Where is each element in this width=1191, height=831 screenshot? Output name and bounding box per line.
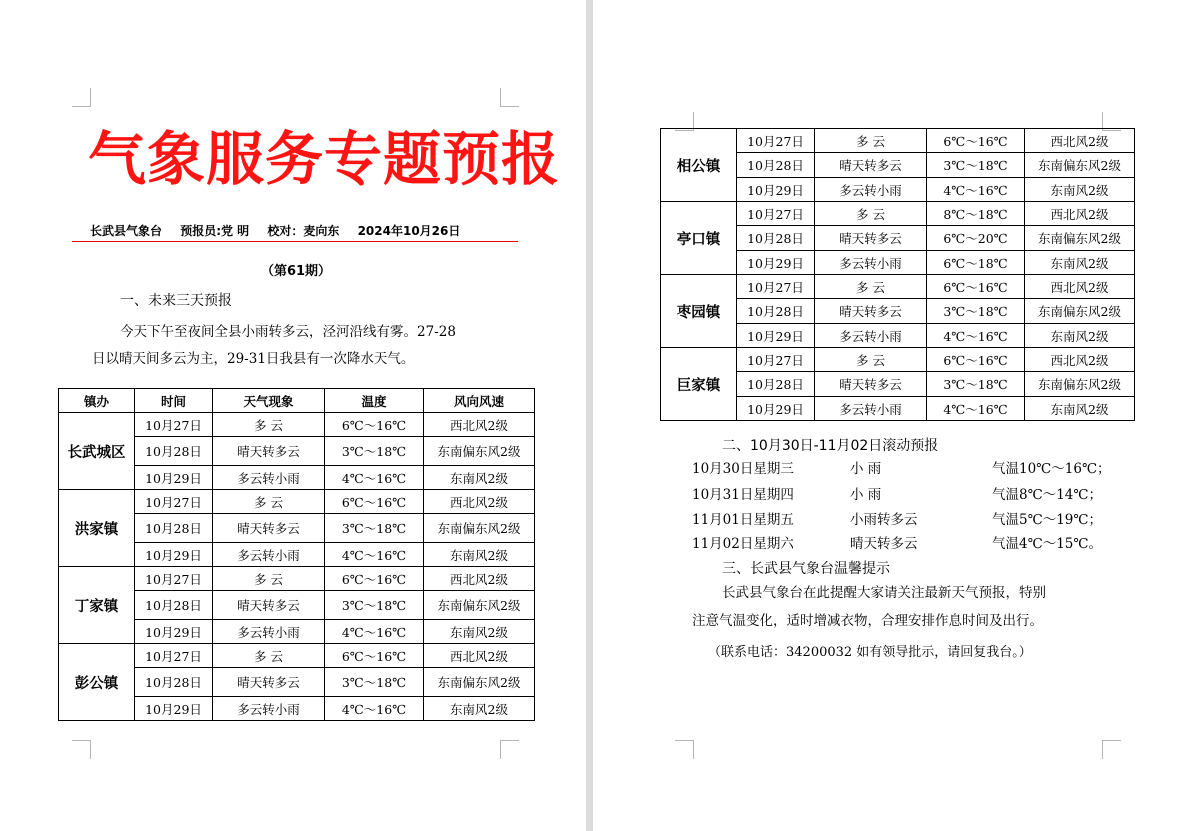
header-wind: 风向风速 <box>424 389 535 413</box>
date-cell: 10月28日 <box>737 226 815 251</box>
town-name-cell: 长武城区 <box>59 413 135 490</box>
wind-cell: 东南风2级 <box>424 620 535 644</box>
date-cell: 10月28日 <box>135 668 213 697</box>
roll-temperature: 气温4℃～15℃。 <box>992 536 1102 552</box>
crop-mark <box>500 740 519 759</box>
roll-weather: 小雨转多云 <box>850 512 918 528</box>
wind-cell: 东南偏东风2级 <box>1025 153 1135 178</box>
weather-cell: 多云转小雨 <box>815 251 927 275</box>
wind-cell: 西北风2级 <box>424 644 535 668</box>
byline-date: 2024年10月26日 <box>357 224 461 238</box>
wind-cell: 东南风2级 <box>1025 178 1135 202</box>
temperature-cell: 4℃～16℃ <box>927 324 1025 348</box>
weather-cell: 晴天转多云 <box>213 591 325 620</box>
table-row <box>661 348 1135 372</box>
wind-cell: 西北风2级 <box>1025 275 1135 299</box>
weather-cell: 晴天转多云 <box>815 153 927 178</box>
date-cell: 10月29日 <box>135 543 213 567</box>
temperature-cell: 6℃～16℃ <box>927 129 1025 153</box>
weather-cell: 多云转小雨 <box>213 697 325 721</box>
weather-cell: 晴天转多云 <box>815 372 927 397</box>
wind-cell: 东南偏东风2级 <box>424 514 535 543</box>
roll-temperature: 气温10℃～16℃； <box>992 461 1111 477</box>
temperature-cell: 6℃～18℃ <box>927 251 1025 275</box>
byline <box>72 222 518 239</box>
wind-cell: 东南偏东风2级 <box>424 668 535 697</box>
temperature-cell: 8℃～18℃ <box>927 202 1025 226</box>
temperature-cell: 6℃～20℃ <box>927 226 1025 251</box>
section-1-paragraph-line-1: 今天下午至夜间全县小雨转多云，泾河沿线有雾。27-28 <box>120 324 456 340</box>
section-3-line-1: 长武县气象台在此提醒大家请关注最新天气预报，特别 <box>722 585 1046 601</box>
table-row <box>59 490 535 514</box>
wind-cell: 西北风2级 <box>424 567 535 591</box>
byline-checker: 校对：麦向东 <box>267 224 340 238</box>
temperature-cell: 6℃～16℃ <box>927 275 1025 299</box>
weather-cell: 晴天转多云 <box>213 514 325 543</box>
wind-cell: 西北风2级 <box>424 490 535 514</box>
town-name-cell: 相公镇 <box>661 129 737 202</box>
date-cell: 10月28日 <box>737 299 815 324</box>
wind-cell: 东南风2级 <box>424 543 535 567</box>
temperature-cell: 3℃～18℃ <box>325 668 424 697</box>
section-3-heading: 三、长武县气象台温馨提示 <box>722 561 890 577</box>
town-name-cell: 彭公镇 <box>59 644 135 721</box>
header-date: 时间 <box>135 389 213 413</box>
roll-temperature: 气温8℃～14℃； <box>992 487 1102 503</box>
table-row <box>661 202 1135 226</box>
wind-cell: 东南偏东风2级 <box>424 591 535 620</box>
town-name-cell: 洪家镇 <box>59 490 135 567</box>
forecast-table-left <box>58 388 535 721</box>
weather-cell: 晴天转多云 <box>815 226 927 251</box>
section-3-line-2: 注意气温变化，适时增减衣物，合理安排作息时间及出行。 <box>692 613 1043 629</box>
temperature-cell: 4℃～16℃ <box>325 697 424 721</box>
temperature-cell: 6℃～16℃ <box>325 413 424 437</box>
wind-cell: 东南风2级 <box>424 697 535 721</box>
date-cell: 10月29日 <box>135 466 213 490</box>
wind-cell: 西北风2级 <box>424 413 535 437</box>
section-1-heading: 一、未来三天预报 <box>120 293 232 309</box>
weather-cell: 晴天转多云 <box>815 299 927 324</box>
crop-mark <box>72 740 91 759</box>
date-cell: 10月27日 <box>737 275 815 299</box>
weather-cell: 多云转小雨 <box>815 178 927 202</box>
byline-forecaster: 预报员:党 明 <box>180 224 250 238</box>
document-page-1 <box>0 0 586 831</box>
table-header-row <box>59 389 535 413</box>
wind-cell: 东南偏东风2级 <box>1025 299 1135 324</box>
wind-cell: 西北风2级 <box>1025 129 1135 153</box>
temperature-cell: 3℃～18℃ <box>927 153 1025 178</box>
red-rule <box>72 241 518 242</box>
date-cell: 10月29日 <box>737 397 815 421</box>
wind-cell: 东南偏东风2级 <box>424 437 535 466</box>
weather-cell: 多 云 <box>815 348 927 372</box>
temperature-cell: 6℃～16℃ <box>927 348 1025 372</box>
weather-cell: 多 云 <box>213 567 325 591</box>
weather-cell: 多云转小雨 <box>213 620 325 644</box>
header-weather: 天气现象 <box>213 389 325 413</box>
byline-station: 长武县气象台 <box>90 224 163 238</box>
weather-cell: 晴天转多云 <box>213 668 325 697</box>
weather-cell: 多 云 <box>815 202 927 226</box>
temperature-cell: 6℃～16℃ <box>325 567 424 591</box>
table-row <box>59 644 535 668</box>
date-cell: 10月27日 <box>135 490 213 514</box>
temperature-cell: 3℃～18℃ <box>325 514 424 543</box>
temperature-cell: 4℃～16℃ <box>927 178 1025 202</box>
roll-date: 11月01日星期五 <box>692 512 794 528</box>
document-title: 气象服务专题预报 <box>88 125 561 193</box>
crop-mark <box>500 88 519 107</box>
date-cell: 10月27日 <box>737 129 815 153</box>
crop-mark <box>675 740 694 759</box>
wind-cell: 西北风2级 <box>1025 348 1135 372</box>
roll-weather: 晴天转多云 <box>850 536 918 552</box>
roll-date: 10月31日星期四 <box>692 487 794 503</box>
wind-cell: 东南风2级 <box>424 466 535 490</box>
roll-date: 10月30日星期三 <box>692 461 794 477</box>
contact-note: （联系电话：34200032 如有领导批示，请回复我台。） <box>708 645 1032 660</box>
weather-cell: 多云转小雨 <box>213 466 325 490</box>
temperature-cell: 4℃～16℃ <box>325 466 424 490</box>
forecast-table-right <box>660 128 1135 421</box>
section-2-heading: 二、10月30日-11月02日滚动预报 <box>722 438 939 454</box>
date-cell: 10月29日 <box>135 620 213 644</box>
date-cell: 10月28日 <box>135 437 213 466</box>
temperature-cell: 6℃～16℃ <box>325 644 424 668</box>
temperature-cell: 3℃～18℃ <box>325 591 424 620</box>
date-cell: 10月29日 <box>737 178 815 202</box>
roll-weather: 小 雨 <box>850 461 882 477</box>
weather-cell: 多 云 <box>213 413 325 437</box>
roll-weather: 小 雨 <box>850 487 882 503</box>
date-cell: 10月29日 <box>737 324 815 348</box>
temperature-cell: 4℃～16℃ <box>927 397 1025 421</box>
wind-cell: 东南偏东风2级 <box>1025 226 1135 251</box>
date-cell: 10月27日 <box>135 413 213 437</box>
wind-cell: 东南偏东风2级 <box>1025 372 1135 397</box>
date-cell: 10月27日 <box>737 202 815 226</box>
crop-mark <box>72 88 91 107</box>
temperature-cell: 3℃～18℃ <box>927 372 1025 397</box>
temperature-cell: 3℃～18℃ <box>325 437 424 466</box>
wind-cell: 东南风2级 <box>1025 324 1135 348</box>
roll-date: 11月02日星期六 <box>692 536 794 552</box>
wind-cell: 东南风2级 <box>1025 251 1135 275</box>
wind-cell: 西北风2级 <box>1025 202 1135 226</box>
weather-cell: 多 云 <box>815 275 927 299</box>
weather-cell: 多 云 <box>815 129 927 153</box>
table-row <box>661 275 1135 299</box>
header-town: 镇办 <box>59 389 135 413</box>
wind-cell: 东南风2级 <box>1025 397 1135 421</box>
date-cell: 10月28日 <box>135 514 213 543</box>
date-cell: 10月29日 <box>135 697 213 721</box>
temperature-cell: 6℃～16℃ <box>325 490 424 514</box>
town-name-cell: 丁家镇 <box>59 567 135 644</box>
date-cell: 10月27日 <box>737 348 815 372</box>
page-gap <box>586 0 593 831</box>
weather-cell: 晴天转多云 <box>213 437 325 466</box>
roll-temperature: 气温5℃～19℃； <box>992 512 1102 528</box>
temperature-cell: 4℃～16℃ <box>325 620 424 644</box>
weather-cell: 多 云 <box>213 644 325 668</box>
weather-cell: 多云转小雨 <box>815 324 927 348</box>
date-cell: 10月28日 <box>737 153 815 178</box>
header-temperature: 温度 <box>325 389 424 413</box>
weather-cell: 多 云 <box>213 490 325 514</box>
date-cell: 10月27日 <box>135 567 213 591</box>
table-row <box>59 413 535 437</box>
crop-mark <box>1102 740 1121 759</box>
temperature-cell: 4℃～16℃ <box>325 543 424 567</box>
town-name-cell: 亭口镇 <box>661 202 737 275</box>
section-1-paragraph-line-2: 日以晴天间多云为主，29-31日我县有一次降水天气。 <box>92 351 415 367</box>
weather-cell: 多云转小雨 <box>815 397 927 421</box>
date-cell: 10月28日 <box>135 591 213 620</box>
town-name-cell: 巨家镇 <box>661 348 737 421</box>
weather-cell: 多云转小雨 <box>213 543 325 567</box>
town-name-cell: 枣园镇 <box>661 275 737 348</box>
table-row <box>59 567 535 591</box>
date-cell: 10月29日 <box>737 251 815 275</box>
table-row <box>661 129 1135 153</box>
issue-number: （第61期） <box>260 264 332 279</box>
temperature-cell: 3℃～18℃ <box>927 299 1025 324</box>
date-cell: 10月27日 <box>135 644 213 668</box>
date-cell: 10月28日 <box>737 372 815 397</box>
